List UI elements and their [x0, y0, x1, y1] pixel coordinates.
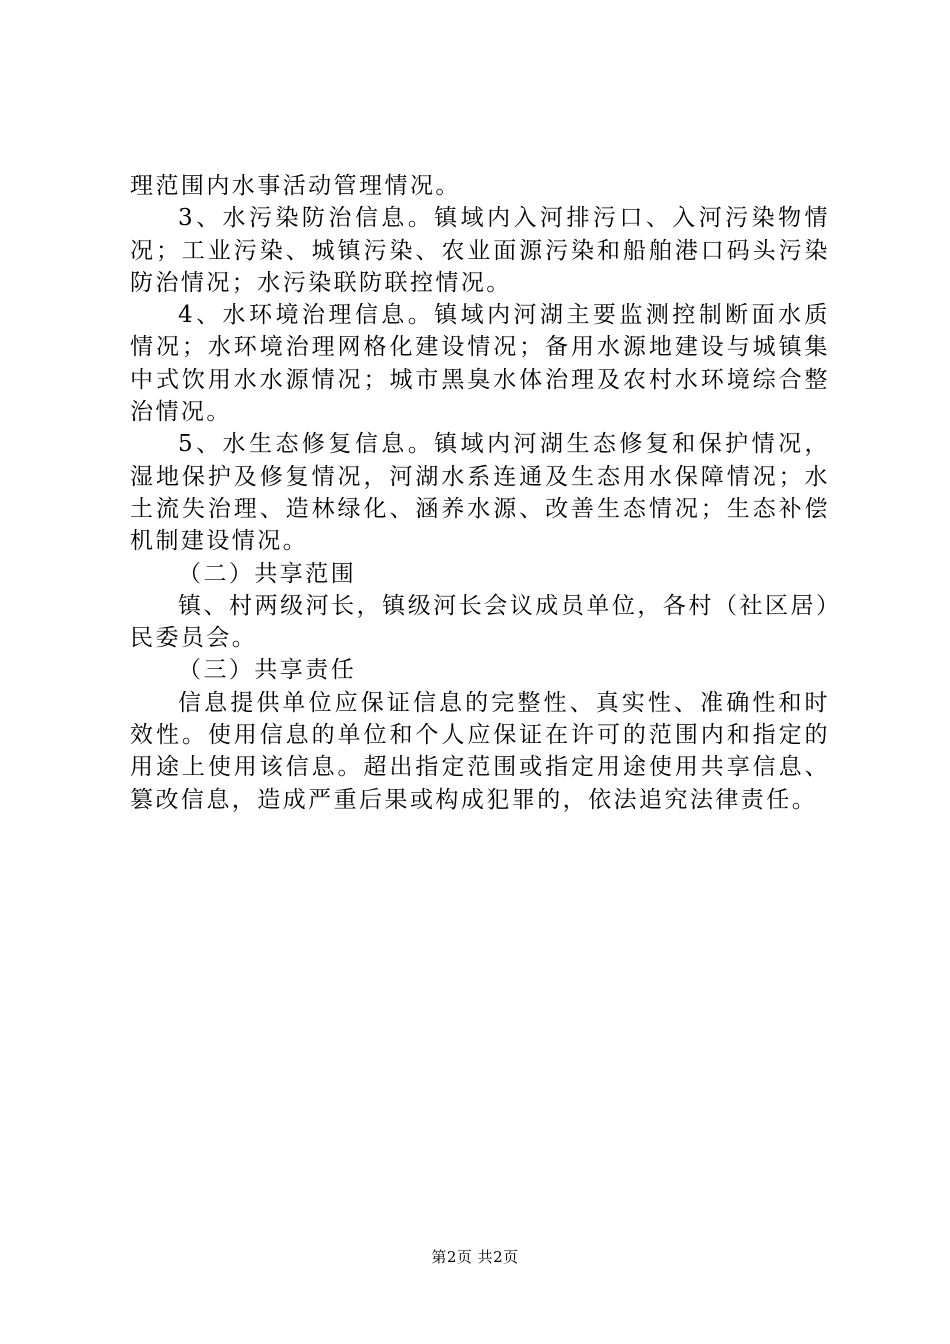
document-body [130, 170, 830, 816]
section-heading-sharing-scope: （二）共享范围 [178, 560, 357, 587]
paragraph-sharing-scope: 镇、村两级河长，镇级河长会议成员单位，各村（社区居）民委员会。 [130, 592, 830, 652]
paragraph-sharing-responsibility: 信息提供单位应保证信息的完整性、真实性、准确性和时效性。使用信息的单位和个人应保证在许可的范围内和指定的用途上使用该信息。超出指定范围或指定用途使用共享信息、篡改信息，造成严重后果或构成犯罪的，依法追究法律责任。 [130, 689, 830, 813]
paragraph-water-environment: 4、水环境治理信息。镇域内河湖主要监测控制断面水质情况；水环境治理网格化建设情况；备用水源地建设与城镇集中式饮用水水源情况；城市黑臭水体治理及农村水环境综合整治情况。 [130, 302, 830, 426]
paragraph-water-pollution: 3、水污染防治信息。镇域内入河排污口、入河污染物情况；工业污染、城镇污染、农业面源污染和船舶港口码头污染防治情况；水污染联防联控情况。 [130, 205, 830, 296]
section-heading-sharing-responsibility: （三）共享责任 [178, 657, 357, 684]
paragraph-continuation: 理范围内水事活动管理情况。 [130, 173, 461, 199]
paragraph-water-ecology: 5、水生态修复信息。镇域内河湖生态修复和保护情况，湿地保护及修复情况，河湖水系连通及生态用水保障情况；水土流失治理、造林绿化、涵养水源、改善生态情况；生态补偿机制建设情况。 [130, 431, 830, 555]
page-footer: 第2页 共2页 [431, 1248, 519, 1266]
